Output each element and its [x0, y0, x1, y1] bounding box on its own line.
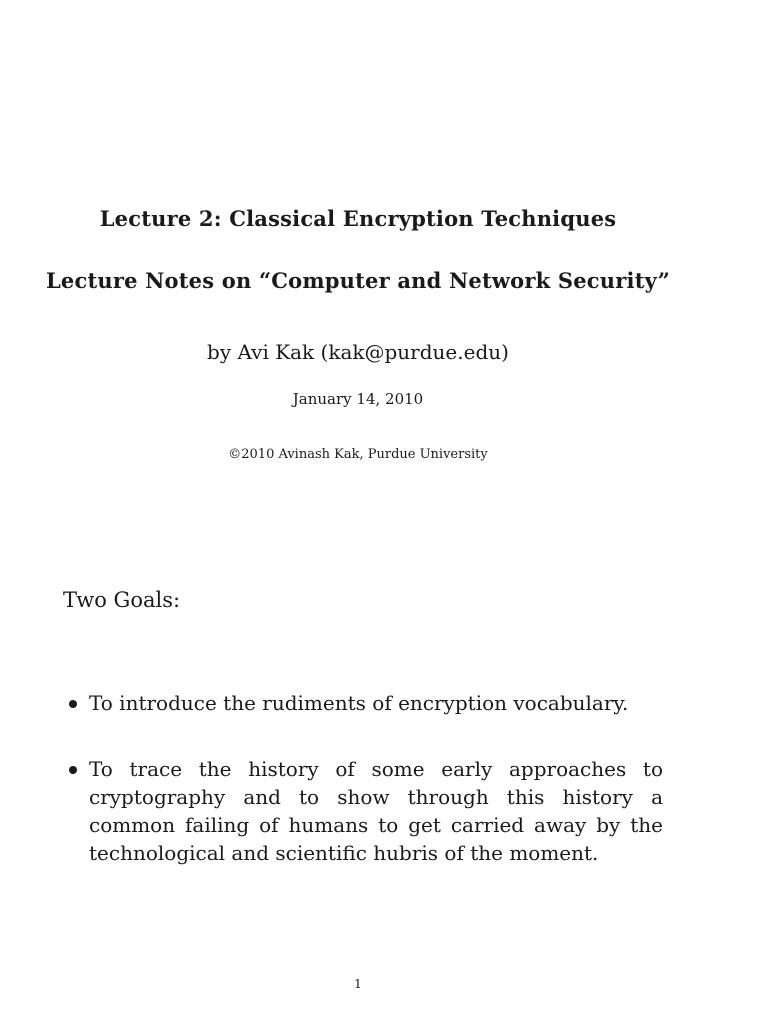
list-item — [63, 689, 663, 717]
goals-heading: Two Goals: — [63, 588, 181, 612]
bullet-icon — [69, 700, 77, 708]
goal-text: To trace the history of some early approaches to cryptography and to show through this history a common failing of humans to get carried away by the technological and scientific hubris of the moment. — [89, 757, 663, 865]
document-date: January 14, 2010 — [292, 390, 424, 408]
lecture-title: Lecture 2: Classical Encryption Techniques — [99, 206, 617, 231]
copyright-text: 2010 Avinash Kak, Purdue University — [241, 447, 488, 462]
list-item — [63, 755, 663, 867]
goal-text: To introduce the rudiments of encryption vocabulary. — [89, 691, 629, 715]
page-number: 1 — [354, 977, 362, 991]
goals-list — [63, 689, 663, 867]
author-line: by Avi Kak (kak@purdue.edu) — [207, 340, 509, 364]
lecture-subtitle: Lecture Notes on “Computer and Network Security” — [45, 268, 671, 293]
copyright-icon: © — [228, 447, 242, 462]
copyright-line — [0, 447, 742, 462]
bullet-icon — [69, 766, 77, 774]
